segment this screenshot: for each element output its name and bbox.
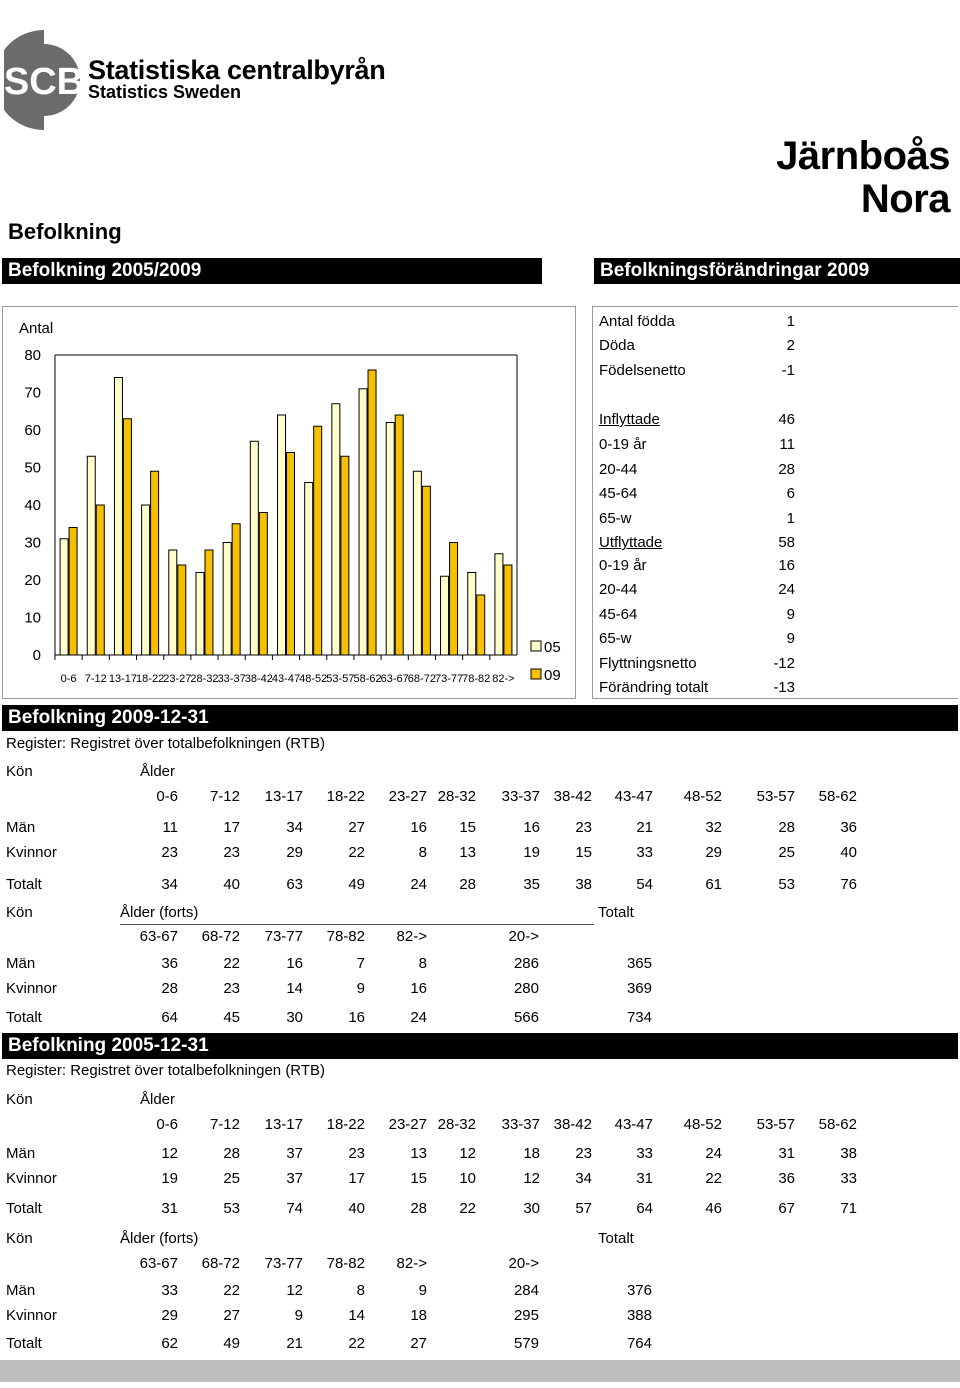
bar-09-43-47 <box>287 453 295 656</box>
x-tick-label: 53-57 <box>326 673 355 685</box>
table-cell: 295 <box>513 1307 539 1324</box>
age-header: 28-32 <box>437 788 476 805</box>
header-rule <box>120 924 594 925</box>
change-value: -12 <box>773 655 795 672</box>
table-cell: 286 <box>513 955 539 972</box>
table-cell: 16 <box>523 819 540 836</box>
bar-09-53-57 <box>341 456 349 655</box>
table-cell: 76 <box>840 876 857 893</box>
row-label: Kvinnor <box>6 1307 57 1324</box>
age-header: 18-22 <box>326 1116 365 1133</box>
change-label: Antal födda <box>599 313 675 330</box>
age-header: 78-82 <box>326 928 365 945</box>
change-label: 45-64 <box>599 485 638 502</box>
table-cell: 37 <box>286 1145 303 1162</box>
age-header: 58-62 <box>818 1116 857 1133</box>
table-cell: 34 <box>575 1170 592 1187</box>
bar-09-78-82 <box>477 595 485 655</box>
chart-section-title: Befolkning 2005/2009 <box>2 258 542 284</box>
row-label: Totalt <box>6 1200 42 1217</box>
table-cell: 16 <box>286 955 303 972</box>
change-label: 0-19 år <box>599 436 647 453</box>
bar-05-18-22 <box>142 505 150 655</box>
bar-05-48-52 <box>305 483 313 656</box>
table-cell: 22 <box>348 844 365 861</box>
table-cell: 22 <box>459 1200 476 1217</box>
table-cell: 36 <box>161 955 178 972</box>
age-header: 13-17 <box>264 1116 303 1133</box>
table-cell: 53 <box>778 876 795 893</box>
table-cell: 24 <box>410 1009 427 1026</box>
table-total-cell: 734 <box>626 1009 652 1026</box>
age-header: 0-6 <box>156 788 178 805</box>
table-total-cell: 369 <box>626 980 652 997</box>
bar-09-23-27 <box>178 565 186 655</box>
col-head-alder-forts: Ålder (forts) <box>120 904 199 921</box>
table-cell: 21 <box>286 1335 303 1352</box>
row-label: Män <box>6 1145 36 1162</box>
table-cell: 8 <box>418 844 427 861</box>
change-value: 16 <box>778 557 795 574</box>
table-cell: 31 <box>636 1170 653 1187</box>
table-cell: 33 <box>161 1282 178 1299</box>
table-cell: 23 <box>348 1145 365 1162</box>
scb-logo-mark <box>4 28 84 132</box>
table-cell: 8 <box>418 955 427 972</box>
table-cell: 16 <box>410 980 427 997</box>
legend-swatch-05 <box>531 641 541 651</box>
col-head-kon: Kön <box>6 763 33 780</box>
table-cell: 38 <box>575 876 592 893</box>
table-cell: 23 <box>575 1145 592 1162</box>
table-cell: 31 <box>778 1145 795 1162</box>
population-bar-chart <box>3 307 575 698</box>
table-cell: 28 <box>410 1200 427 1217</box>
col-head-kon: Kön <box>6 1091 33 1108</box>
table-cell: 49 <box>223 1335 240 1352</box>
table-cell: 40 <box>223 876 240 893</box>
table-title: Befolkning 2009-12-31 <box>2 705 958 731</box>
age-header: 33-37 <box>501 1116 540 1133</box>
age-header: 20-> <box>508 1255 539 1272</box>
footer-bar <box>0 1360 960 1382</box>
table-cell: 33 <box>840 1170 857 1187</box>
table-cell: 61 <box>705 876 722 893</box>
age-header: 68-72 <box>201 1255 240 1272</box>
x-tick-label: 13-17 <box>108 673 138 685</box>
col-head-totalt: Totalt <box>598 904 634 921</box>
bar-09-63-67 <box>395 415 403 655</box>
y-tick-label: 70 <box>24 384 41 402</box>
y-tick-label: 0 <box>32 647 41 664</box>
age-header: 82-> <box>396 1255 427 1272</box>
bar-09-33-37 <box>232 524 240 655</box>
table-cell: 64 <box>636 1200 653 1217</box>
row-label: Totalt <box>6 1009 42 1026</box>
table-cell: 34 <box>161 876 178 893</box>
change-value: 46 <box>778 411 795 428</box>
y-axis-label: Antal <box>19 320 54 337</box>
bar-05-43-47 <box>278 415 286 655</box>
y-tick-label: 10 <box>24 609 41 627</box>
table-cell: 15 <box>575 844 592 861</box>
x-tick-label: 0-6 <box>60 673 77 685</box>
bar-05-68-72 <box>413 471 421 655</box>
table-cell: 23 <box>223 980 240 997</box>
table-cell: 28 <box>161 980 178 997</box>
table-cell: 46 <box>705 1200 722 1217</box>
bar-05-13-17 <box>114 378 122 656</box>
table-cell: 24 <box>410 876 427 893</box>
table-cell: 13 <box>410 1145 427 1162</box>
table-title: Befolkning 2005-12-31 <box>2 1033 958 1059</box>
table-cell: 22 <box>223 955 240 972</box>
table-cell: 62 <box>161 1335 178 1352</box>
table-cell: 36 <box>778 1170 795 1187</box>
y-tick-label: 50 <box>24 459 41 477</box>
table-cell: 34 <box>286 819 303 836</box>
age-header: 18-22 <box>326 788 365 805</box>
row-label: Män <box>6 1282 36 1299</box>
table-cell: 9 <box>356 980 365 997</box>
age-header: 53-57 <box>756 788 795 805</box>
table-cell: 12 <box>286 1282 303 1299</box>
table-cell: 25 <box>223 1170 240 1187</box>
register-note: Register: Registret över totalbefolkningen (RTB) <box>6 735 326 752</box>
table-cell: 37 <box>286 1170 303 1187</box>
table-cell: 14 <box>348 1307 365 1324</box>
table-cell: 12 <box>161 1145 178 1162</box>
col-head-alder: Ålder <box>140 1091 176 1108</box>
age-header: 73-77 <box>264 1255 303 1272</box>
bar-05-7-12 <box>87 456 95 655</box>
table-cell: 27 <box>410 1335 427 1352</box>
x-tick-label: 78-82 <box>462 673 491 685</box>
row-label: Kvinnor <box>6 844 57 861</box>
age-header: 68-72 <box>201 928 240 945</box>
org-name-en: Statistics Sweden <box>88 82 242 102</box>
x-tick-label: 63-67 <box>380 673 409 685</box>
age-header: 78-82 <box>326 1255 365 1272</box>
municipality-line1: Järnboås <box>776 134 950 178</box>
table-cell: 40 <box>840 844 857 861</box>
table-cell: 40 <box>348 1200 365 1217</box>
table-cell: 49 <box>348 876 365 893</box>
table-cell: 28 <box>223 1145 240 1162</box>
table-cell: 16 <box>410 819 427 836</box>
table-cell: 280 <box>513 980 539 997</box>
table-cell: 7 <box>356 955 365 972</box>
change-label: Födelsenetto <box>599 362 686 379</box>
x-tick-label: 38-42 <box>244 673 273 685</box>
change-value: 9 <box>786 606 795 623</box>
col-head-totalt: Totalt <box>598 1230 634 1247</box>
x-tick-label: 73-77 <box>434 673 464 685</box>
table-cell: 67 <box>778 1200 795 1217</box>
table-cell: 12 <box>459 1145 476 1162</box>
table-cell: 29 <box>161 1307 178 1324</box>
y-tick-label: 80 <box>24 347 41 364</box>
age-header: 23-27 <box>388 1116 427 1133</box>
table-cell: 38 <box>840 1145 857 1162</box>
table-cell: 27 <box>348 819 365 836</box>
change-value: 1 <box>786 313 795 330</box>
table-cell: 28 <box>778 819 795 836</box>
bar-05-78-82 <box>468 573 476 656</box>
bar-09-28-32 <box>205 550 213 655</box>
table-total-cell: 365 <box>626 955 652 972</box>
table-cell: 33 <box>636 1145 653 1162</box>
table-cell: 284 <box>513 1282 539 1299</box>
table-cell: 23 <box>161 844 178 861</box>
bar-05-82-> <box>495 554 503 655</box>
municipality-line2: Nora <box>860 177 950 221</box>
age-header: 43-47 <box>614 788 653 805</box>
x-tick-label: 7-12 <box>84 673 107 685</box>
table-cell: 9 <box>418 1282 427 1299</box>
x-tick-label: 18-22 <box>136 673 165 685</box>
change-value: 28 <box>778 461 795 478</box>
table-cell: 35 <box>523 876 540 893</box>
age-header: 53-57 <box>756 1116 795 1133</box>
table-cell: 30 <box>523 1200 540 1217</box>
table-cell: 18 <box>410 1307 427 1324</box>
change-label: Inflyttade <box>599 411 660 428</box>
col-head-kon: Kön <box>6 1230 33 1247</box>
bar-05-38-42 <box>250 441 258 655</box>
table-cell: 17 <box>223 819 240 836</box>
table-cell: 29 <box>286 844 303 861</box>
table-cell: 63 <box>286 876 303 893</box>
org-name: Statistiska centralbyrån <box>88 55 386 85</box>
change-label: Utflyttade <box>599 534 663 551</box>
table-cell: 566 <box>513 1009 539 1026</box>
change-value: 1 <box>786 510 795 527</box>
col-head-alder-forts: Ålder (forts) <box>120 1230 199 1247</box>
change-value: 2 <box>786 337 795 354</box>
table-cell: 71 <box>840 1200 857 1217</box>
age-header: 38-42 <box>553 788 592 805</box>
age-header: 82-> <box>396 928 427 945</box>
table-cell: 10 <box>459 1170 476 1187</box>
change-value: 6 <box>786 485 795 502</box>
row-label: Totalt <box>6 876 42 893</box>
table-cell: 8 <box>356 1282 365 1299</box>
table-total-cell: 376 <box>626 1282 652 1299</box>
legend-swatch-09 <box>531 669 541 679</box>
bar-05-33-37 <box>223 543 231 656</box>
bar-09-0-6 <box>69 528 77 656</box>
y-tick-label: 40 <box>24 497 41 514</box>
bar-09-7-12 <box>96 505 104 655</box>
x-tick-label: 82-> <box>492 673 515 685</box>
table-cell: 74 <box>286 1200 303 1217</box>
age-header: 38-42 <box>553 1116 592 1133</box>
table-total-cell: 388 <box>626 1307 652 1324</box>
bar-05-0-6 <box>60 539 68 655</box>
table-cell: 18 <box>523 1145 540 1162</box>
col-head-alder: Ålder <box>140 763 176 780</box>
age-header: 13-17 <box>264 788 303 805</box>
table-cell: 29 <box>705 844 722 861</box>
table-cell: 45 <box>223 1009 240 1026</box>
x-tick-label: 68-72 <box>407 673 436 685</box>
bar-09-13-17 <box>123 419 131 655</box>
section-title: Befolkning <box>8 219 122 244</box>
table-cell: 13 <box>459 844 476 861</box>
table-cell: 31 <box>161 1200 178 1217</box>
table-cell: 17 <box>348 1170 365 1187</box>
register-note: Register: Registret över totalbefolkningen (RTB) <box>6 1062 326 1079</box>
age-header: 48-52 <box>683 1116 722 1133</box>
change-value: -13 <box>773 679 795 696</box>
bar-05-53-57 <box>332 404 340 655</box>
bar-09-73-77 <box>450 543 458 656</box>
changes-section-title: Befolkningsförändringar 2009 <box>594 258 960 284</box>
table-cell: 12 <box>523 1170 540 1187</box>
table-cell: 9 <box>294 1307 303 1324</box>
change-label: 20-44 <box>599 461 638 478</box>
table-cell: 28 <box>459 876 476 893</box>
table-cell: 11 <box>162 819 178 836</box>
change-value: 24 <box>778 581 795 598</box>
bar-09-58-62 <box>368 370 376 655</box>
y-tick-label: 20 <box>24 572 41 589</box>
table-cell: 23 <box>223 844 240 861</box>
change-value: 11 <box>779 436 795 453</box>
change-value: 58 <box>778 534 795 551</box>
bar-05-58-62 <box>359 389 367 655</box>
row-label: Kvinnor <box>6 1170 57 1187</box>
change-label: Förändring totalt <box>599 679 709 696</box>
age-header: 33-37 <box>501 788 540 805</box>
table-cell: 27 <box>223 1307 240 1324</box>
change-label: 20-44 <box>599 581 638 598</box>
age-header: 48-52 <box>683 788 722 805</box>
x-tick-label: 33-37 <box>217 673 246 685</box>
legend-label: 09 <box>544 667 561 684</box>
bar-09-82-> <box>504 565 512 655</box>
table-cell: 53 <box>223 1200 240 1217</box>
table-cell: 21 <box>636 819 653 836</box>
table-total-cell: 764 <box>626 1335 652 1352</box>
col-head-kon: Kön <box>6 904 33 921</box>
age-header: 73-77 <box>264 928 303 945</box>
table-cell: 579 <box>513 1335 539 1352</box>
row-label: Kvinnor <box>6 980 57 997</box>
age-header: 63-67 <box>139 1255 178 1272</box>
table-cell: 22 <box>705 1170 722 1187</box>
table-cell: 15 <box>410 1170 427 1187</box>
x-tick-label: 43-47 <box>271 673 301 685</box>
age-header: 28-32 <box>437 1116 476 1133</box>
change-value: -1 <box>781 362 795 379</box>
bar-05-23-27 <box>169 550 177 655</box>
bar-05-73-77 <box>441 576 449 655</box>
age-header: 7-12 <box>209 788 240 805</box>
bar-09-68-72 <box>422 486 430 655</box>
table-cell: 30 <box>286 1009 303 1026</box>
x-tick-label: 23-27 <box>163 673 192 685</box>
age-header: 7-12 <box>209 1116 240 1133</box>
x-tick-label: 28-32 <box>190 673 219 685</box>
table-cell: 25 <box>778 844 795 861</box>
table-cell: 16 <box>348 1009 365 1026</box>
x-tick-label: 48-52 <box>299 673 328 685</box>
row-label: Totalt <box>6 1335 42 1352</box>
table-cell: 15 <box>459 819 476 836</box>
chart-frame <box>2 306 576 699</box>
age-header: 23-27 <box>388 788 427 805</box>
change-value: 9 <box>786 630 795 647</box>
change-label: 0-19 år <box>599 557 647 574</box>
table-cell: 22 <box>348 1335 365 1352</box>
age-header: 58-62 <box>818 788 857 805</box>
age-header: 63-67 <box>139 928 178 945</box>
logo-letters: SCB <box>4 61 84 103</box>
table-cell: 19 <box>161 1170 178 1187</box>
y-tick-label: 60 <box>24 422 41 439</box>
change-label: Döda <box>599 337 635 354</box>
age-header: 20-> <box>508 928 539 945</box>
table-cell: 14 <box>286 980 303 997</box>
table-cell: 19 <box>523 844 540 861</box>
table-cell: 33 <box>636 844 653 861</box>
table-cell: 54 <box>636 876 653 893</box>
table-cell: 57 <box>575 1200 592 1217</box>
table-cell: 36 <box>840 819 857 836</box>
table-cell: 32 <box>705 819 722 836</box>
row-label: Män <box>6 955 36 972</box>
bar-09-48-52 <box>314 426 322 655</box>
change-label: 65-w <box>599 510 632 527</box>
change-label: Flyttningsnetto <box>599 655 697 672</box>
legend-label: 05 <box>544 639 561 656</box>
change-label: 45-64 <box>599 606 638 623</box>
bar-05-28-32 <box>196 573 204 656</box>
y-tick-label: 30 <box>24 534 41 552</box>
age-header: 43-47 <box>614 1116 653 1133</box>
table-cell: 23 <box>575 819 592 836</box>
bar-05-63-67 <box>386 423 394 656</box>
table-cell: 22 <box>223 1282 240 1299</box>
row-label: Män <box>6 819 36 836</box>
bar-09-18-22 <box>151 471 159 655</box>
x-tick-label: 58-62 <box>353 673 382 685</box>
change-label: 65-w <box>599 630 632 647</box>
bar-09-38-42 <box>259 513 267 656</box>
age-header: 0-6 <box>156 1116 178 1133</box>
table-cell: 24 <box>705 1145 722 1162</box>
table-cell: 64 <box>161 1009 178 1026</box>
